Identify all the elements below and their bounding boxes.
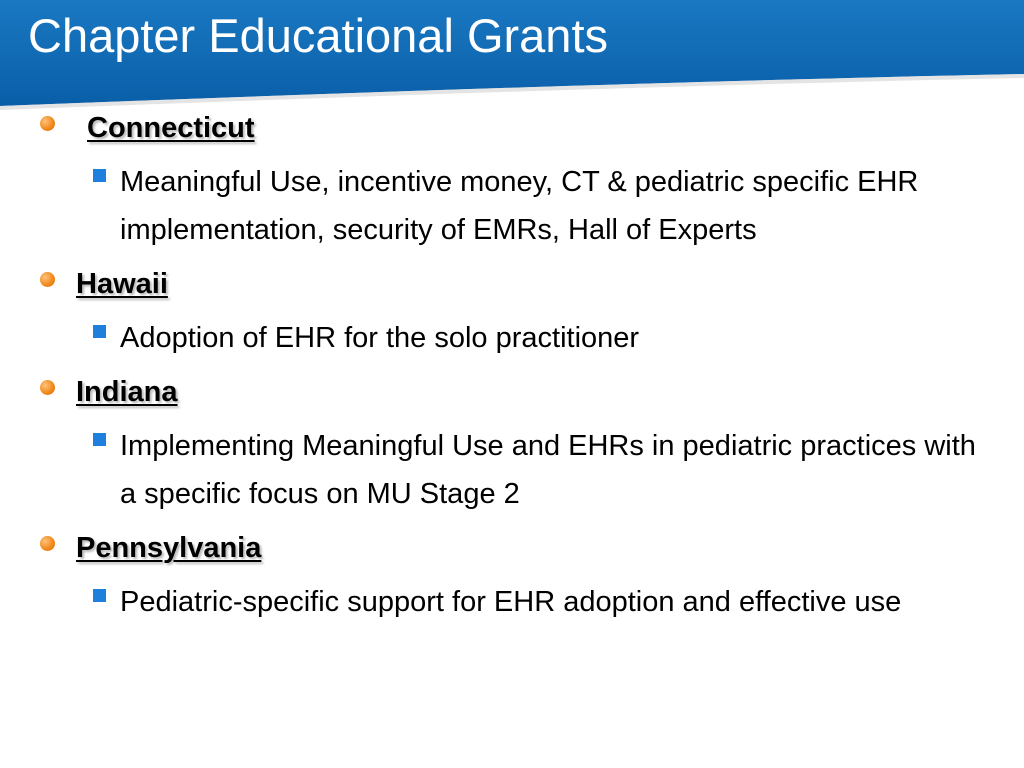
blue-square-bullet-icon (93, 169, 106, 182)
state-detail (0, 314, 1024, 362)
orange-bullet-icon (40, 272, 55, 287)
bullet-list (0, 108, 1024, 636)
state-detail (0, 158, 1024, 254)
blue-square-bullet-icon (93, 325, 106, 338)
state-heading: Pennsylvania (76, 532, 262, 564)
state-detail (0, 578, 1024, 626)
orange-bullet-icon (40, 536, 55, 551)
blue-square-bullet-icon (93, 589, 106, 602)
slide-title: Chapter Educational Grants (28, 9, 608, 62)
detail-text: Implementing Meaningful Use and EHRs in pediatric practices with a specific focus on MU Stage 2 (120, 430, 976, 510)
state-item-pennsylvania (0, 528, 1024, 576)
state-item-indiana (0, 372, 1024, 420)
state-item-connecticut (0, 108, 1024, 156)
orange-bullet-icon (40, 380, 55, 395)
state-heading: Indiana (76, 376, 178, 408)
title-banner (0, 0, 1024, 110)
state-detail (0, 422, 1024, 518)
detail-text: Pediatric-specific support for EHR adoption and effective use (120, 586, 902, 618)
detail-text: Meaningful Use, incentive money, CT & pediatric specific EHR implementation, security of EMRs, Hall of Experts (120, 166, 919, 246)
orange-bullet-icon (40, 116, 55, 131)
blue-square-bullet-icon (93, 433, 106, 446)
state-item-hawaii (0, 264, 1024, 312)
state-heading: Hawaii (76, 268, 168, 300)
state-heading: Connecticut (87, 112, 255, 144)
detail-text: Adoption of EHR for the solo practitioner (120, 322, 640, 354)
